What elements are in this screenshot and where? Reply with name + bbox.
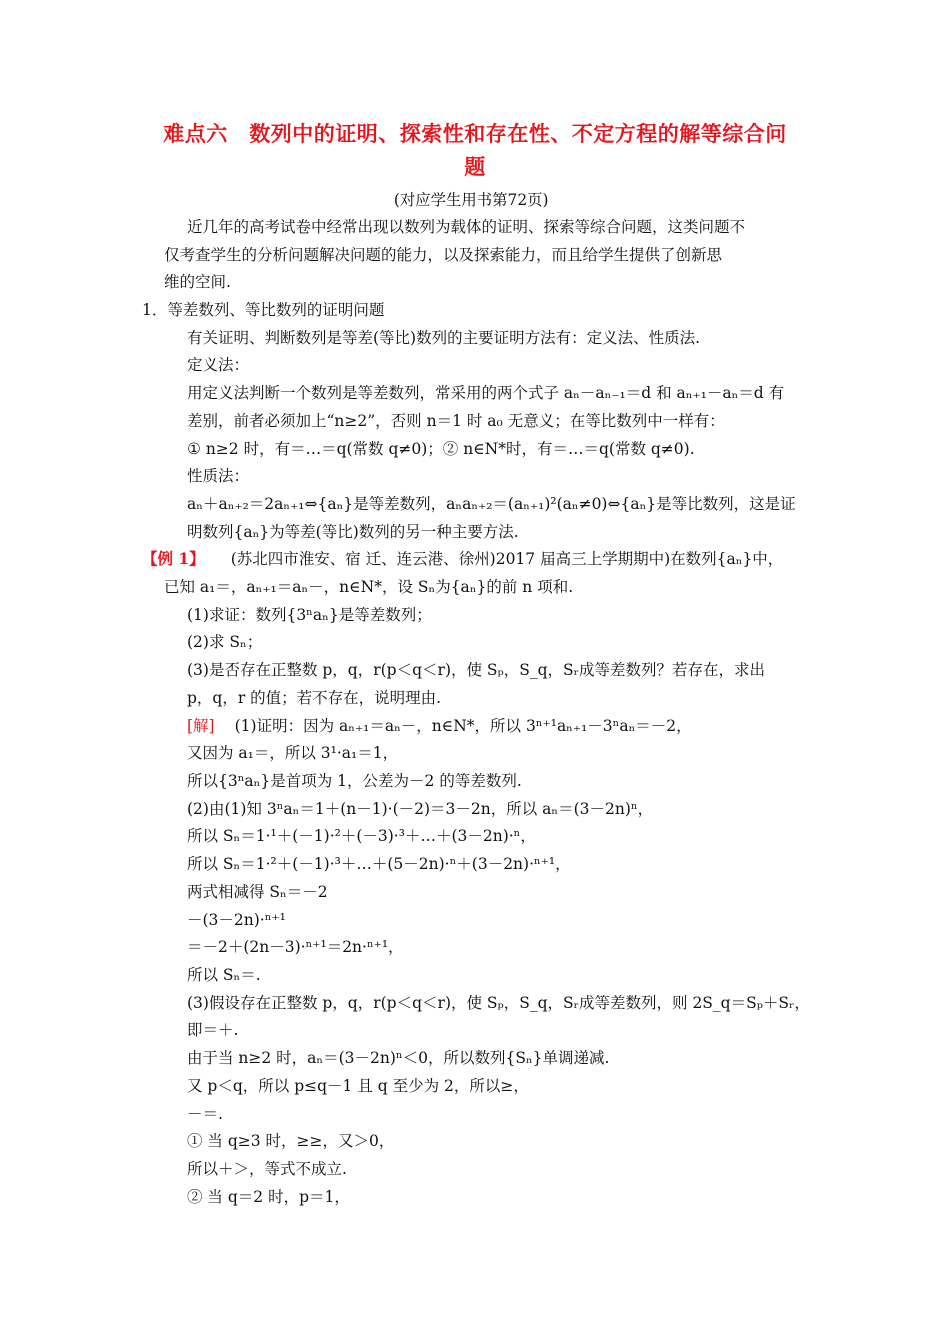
section-heading: 1．等差数列、等比数列的证明问题 — [142, 301, 385, 319]
solution-line-9: ＝－2＋(2n－3)·ⁿ⁺¹＝2n·ⁿ⁺¹， — [187, 938, 404, 956]
solution-line-16: ① 当 q≥3 时，≥≥，又＞0， — [187, 1132, 395, 1150]
methods-line: 有关证明、判断数列是等差(等比)数列的主要证明方法有：定义法、性质法. — [187, 329, 701, 347]
solution-line-18: ② 当 q＝2 时，p＝1， — [187, 1188, 350, 1206]
example-line-2: 已知 a₁＝，aₙ₊₁＝aₙ－，n∈N*，设 Sₙ为{aₙ}的前 n 项和. — [164, 578, 574, 596]
property-line-2: 明数列{aₙ}为等差(等比)数列的另一种主要方法. — [187, 523, 519, 541]
document-title — [120, 118, 830, 184]
question-2: (2)求 Sₙ； — [187, 633, 263, 651]
intro-line-2: 仅考查学生的分析问题解决问题的能力，以及探索能力，而且给学生提供了创新思 — [164, 246, 723, 264]
example-label: 【例 1】 — [142, 549, 205, 568]
intro-line-1: 近几年的高考试卷中经常出现以数列为载体的证明、探索等综合问题，这类问题不 — [187, 218, 746, 236]
solution-line-10: 所以 Sₙ＝. — [187, 966, 261, 984]
question-1: (1)求证：数列{3ⁿaₙ}是等差数列； — [187, 606, 432, 624]
title-line-1: 难点六 数列中的证明、探索性和存在性、不定方程的解等综合问 — [163, 122, 787, 146]
definition-line-2: 差别，前者必须加上“n≥2”，否则 n＝1 时 a₀ 无意义；在等比数列中一样有： — [187, 412, 725, 430]
solution-line-8: －(3－2n)·ⁿ⁺¹ — [187, 911, 286, 929]
property-line-1: aₙ＋aₙ₊₂＝2aₙ₊₁⇔{aₙ}是等差数列，aₙaₙ₊₂＝(aₙ₊₁)²(aₙ≠0)⇔{aₙ}是等比数列，这是证 — [187, 495, 796, 513]
solution-line-17: 所以＋＞，等式不成立. — [187, 1160, 347, 1178]
solution-line-3: 所以{3ⁿaₙ}是首项为 1，公差为－2 的等差数列. — [187, 772, 522, 790]
solution-line-5: 所以 Sₙ＝1·¹＋(－1)·²＋(－3)·³＋…＋(3－2n)·ⁿ， — [187, 827, 536, 845]
title-line-2: 题 — [464, 155, 486, 179]
solution-line-6: 所以 Sₙ＝1·²＋(－1)·³＋…＋(5－2n)·ⁿ＋(3－2n)·ⁿ⁺¹， — [187, 855, 571, 873]
solution-line-2: 又因为 a₁＝，所以 3¹·a₁＝1， — [187, 744, 399, 762]
solution-text: (1)证明：因为 aₙ₊₁＝aₙ－，n∈N*，所以 3ⁿ⁺¹aₙ₊₁－3ⁿaₙ＝－2， — [234, 717, 692, 735]
question-3-line-2: p，q，r 的值；若不存在，说明理由. — [187, 689, 442, 707]
example-first-line — [142, 549, 783, 569]
solution-line-13: 由于当 n≥2 时，aₙ＝(3－2n)ⁿ＜0，所以数列{Sₙ}单调递减. — [187, 1049, 610, 1067]
solution-line-4: (2)由(1)知 3ⁿaₙ＝1＋(n－1)·(－2)＝3－2n，所以 aₙ＝(3－2n)ⁿ， — [187, 800, 654, 818]
definition-method-heading: 定义法： — [187, 356, 250, 374]
solution-line-14: 又 p＜q，所以 p≤q－1 且 q 至少为 2，所以≥， — [187, 1077, 529, 1095]
definition-line-3: ① n≥2 时，有＝…＝q(常数 q≠0)；② n∈N*时，有＝…＝q(常数 q≠0). — [187, 440, 695, 458]
solution-line-12: 即＝＋. — [187, 1021, 239, 1039]
question-3-line-1: (3)是否存在正整数 p，q，r(p＜q＜r)，使 Sₚ，S_q，Sᵣ成等差数列？若存在，求出 — [187, 661, 766, 679]
solution-line-11: (3)假设存在正整数 p，q，r(p＜q＜r)，使 Sₚ，S_q，Sᵣ成等差数列，则 2S_q＝Sₚ＋Sᵣ， — [187, 994, 810, 1012]
intro-line-3: 维的空间. — [164, 273, 231, 291]
definition-line-1: 用定义法判断一个数列是等差数列，常采用的两个式子 aₙ－aₙ₋₁＝d 和 aₙ₊₁－aₙ＝d 有 — [187, 384, 785, 402]
property-method-heading: 性质法： — [187, 467, 250, 485]
solution-first-line — [187, 716, 692, 736]
example-source: (苏北四市淮安、宿 迁、连云港、徐州)2017 届高三上学期期中)在数列{aₙ}中， — [230, 550, 784, 568]
solution-line-15: －＝. — [187, 1105, 223, 1123]
solution-label: [解] — [187, 717, 215, 735]
solution-line-7: 两式相减得 Sₙ＝－2 — [187, 883, 328, 901]
book-page-reference: (对应学生用书第72页) — [393, 191, 549, 209]
